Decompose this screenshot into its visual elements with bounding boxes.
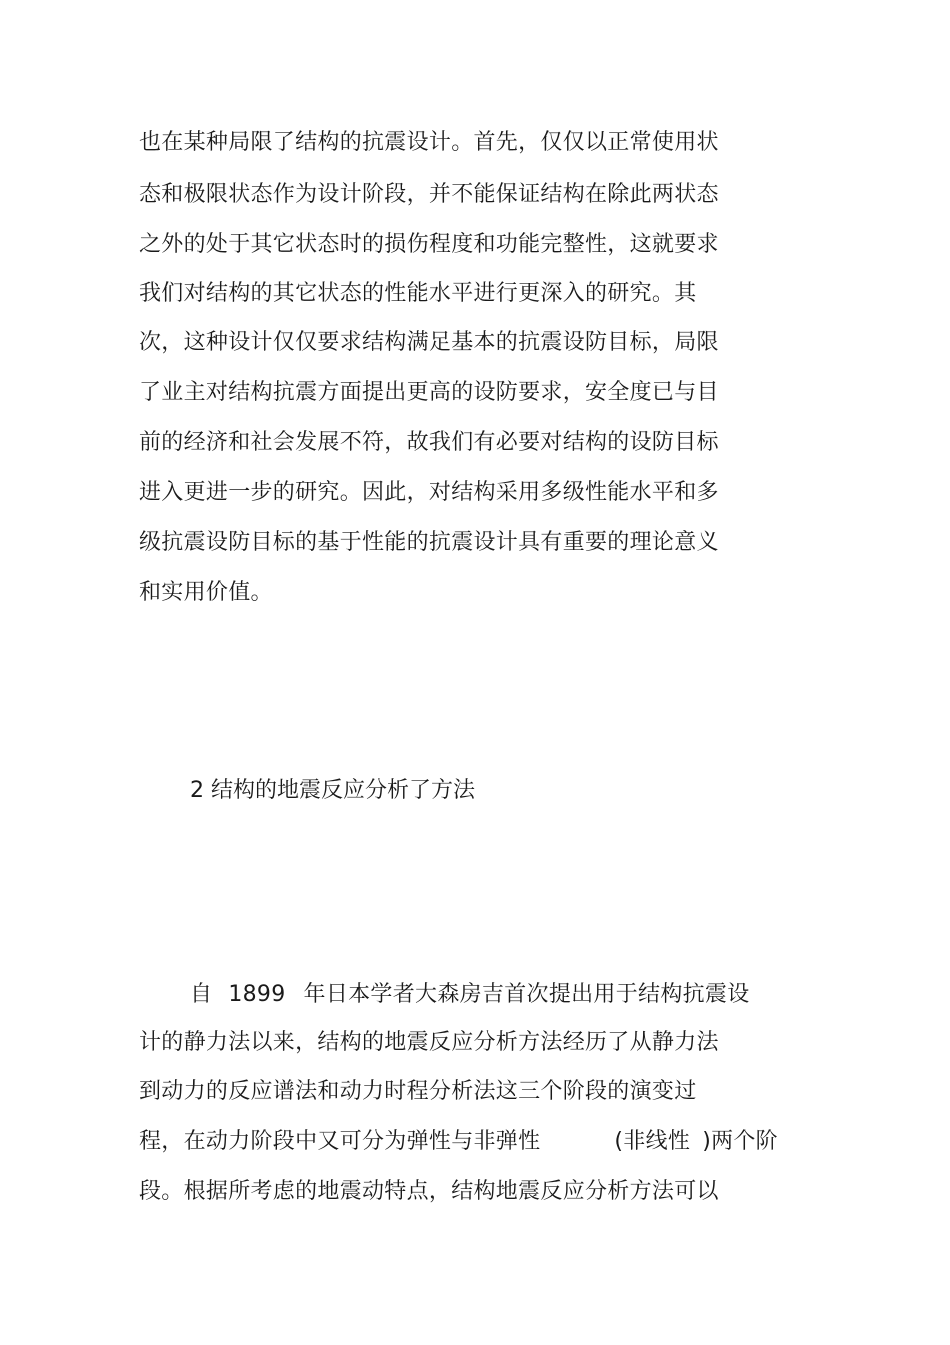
paragraph-2-line-4 — [139, 1127, 778, 1157]
paragraph-2-year: 1899 — [228, 982, 286, 1007]
section-heading: 2 结构的地震反应分析了方法 — [190, 778, 475, 803]
paragraph-1-line-6: 了业主对结构抗震方面提出更高的设防要求，安全度已与目 — [139, 380, 719, 405]
paragraph-2-line-3: 到动力的反应谱法和动力时程分析法这三个阶段的演变过 — [139, 1079, 697, 1104]
paragraph-2-line-2: 计的静力法以来，结构的地震反应分析方法经历了从静力法 — [139, 1030, 719, 1055]
paragraph-2-line-4-part-a: 程，在动力阶段中又可分为弹性与非弹性 — [139, 1129, 541, 1154]
paragraph-1-line-9: 级抗震设防目标的基于性能的抗震设计具有重要的理论意义 — [139, 530, 719, 555]
paragraph-1-line-3: 之外的处于其它状态时的损伤程度和功能完整性，这就要求 — [139, 232, 719, 257]
paragraph-1-line-7: 前的经济和社会发展不符，故我们有必要对结构的设防目标 — [139, 430, 719, 455]
paragraph-2-line-1 — [190, 980, 750, 1010]
paragraph-1-line-8: 进入更进一步的研究。因此，对结构采用多级性能水平和多 — [139, 480, 719, 505]
paragraph-1-line-4: 我们对结构的其它状态的性能水平进行更深入的研究。其 — [139, 281, 697, 306]
paragraph-1-line-10: 和实用价值。 — [139, 580, 273, 605]
paragraph-1-line-1: 也在某种局限了结构的抗震设计。首先，仅仅以正常使用状 — [139, 130, 719, 155]
paragraph-2-line-5: 段。根据所考虑的地震动特点，结构地震反应分析方法可以 — [139, 1179, 719, 1204]
paragraph-2-line-1-part-c: 年日本学者大森房吉首次提出用于结构抗震设 — [303, 982, 750, 1007]
paragraph-2-line-4-part-c: )两个阶 — [702, 1129, 778, 1154]
paragraph-1-line-5: 次，这种设计仅仅要求结构满足基本的抗震设防目标，局限 — [139, 330, 719, 355]
paragraph-2-line-1-part-a: 自 — [190, 982, 213, 1007]
paragraph-1-line-2: 态和极限状态作为设计阶段，并不能保证结构在除此两状态 — [139, 182, 719, 207]
paragraph-2-line-4-part-b: (非线性 — [614, 1129, 691, 1154]
